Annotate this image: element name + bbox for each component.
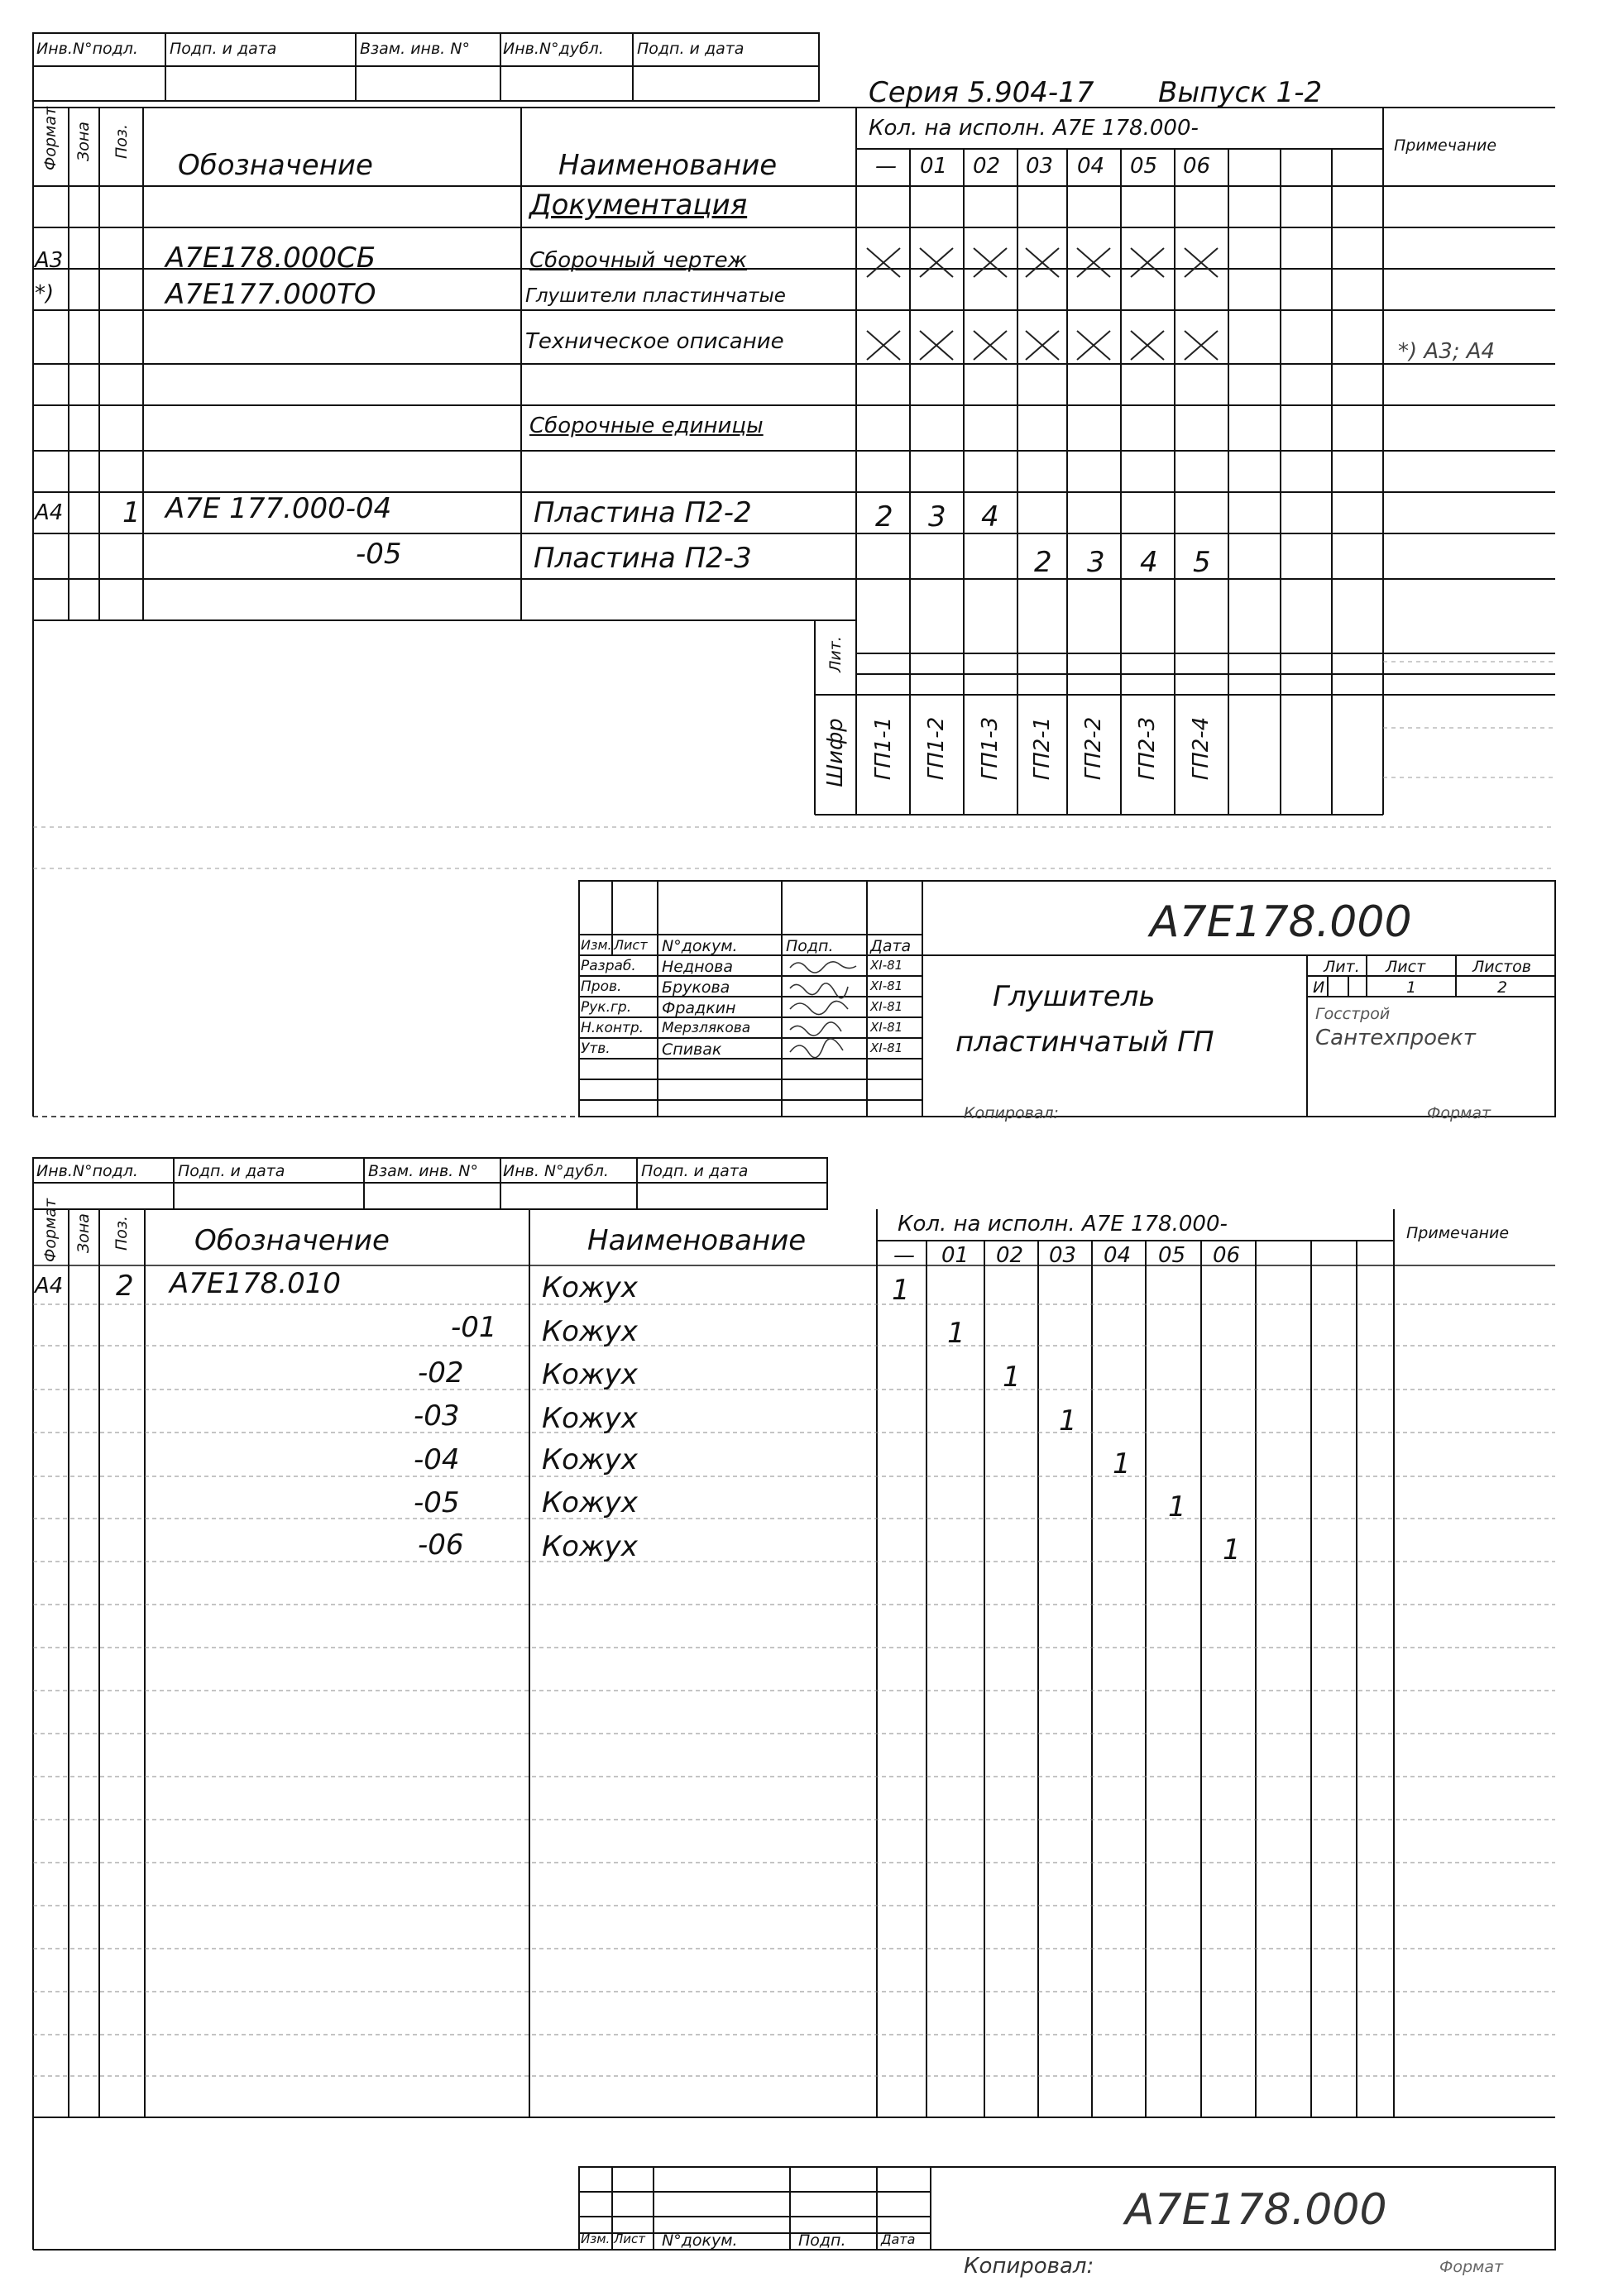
variant-2: 02 [973, 154, 1001, 179]
row-name: Кожух [542, 1358, 638, 1391]
format-label: Формат [1427, 1104, 1491, 1122]
row-format: А4 [35, 1274, 64, 1299]
variant-4: 04 [1104, 1243, 1132, 1268]
row-name: Сборочный чертеж [529, 248, 747, 273]
stamp-inv-orig: Инв.N°подл. [36, 1162, 138, 1180]
row-qty: 1 [892, 1274, 910, 1307]
row-section-assemblies: Сборочные единицы [529, 414, 764, 438]
variant-0: — [893, 1243, 915, 1268]
stamp-sign-date: Подп. и дата [178, 1162, 285, 1180]
tb-role: Рук.гр. [581, 999, 632, 1016]
stamp-sign-date-2: Подп. и дата [637, 40, 745, 58]
tb-date: XI-81 [870, 1040, 903, 1055]
row-name: Пластина П2-2 [534, 496, 752, 529]
copied-label: Копировал: [964, 2254, 1094, 2279]
variant-6: 06 [1183, 154, 1211, 179]
variant-2: 02 [996, 1243, 1024, 1268]
header-format: Формат [41, 106, 60, 170]
row-qty: 5 [1193, 546, 1211, 579]
header-note: Примечание [1406, 1224, 1510, 1242]
row-qty: 1 [1168, 1490, 1186, 1523]
tb-person: Брукова [662, 978, 730, 997]
sheet-2 [0, 1141, 1604, 2296]
row-qty: 3 [1087, 546, 1105, 579]
tb-head-sheet: Лист [614, 2231, 646, 2246]
row-name: Кожух [542, 1530, 638, 1563]
row-designation: -06 [418, 1528, 464, 1562]
tb-org-1: Госстрой [1315, 1005, 1391, 1023]
cipher-value: ГП2-1 [1030, 716, 1055, 781]
variant-1: 01 [920, 154, 948, 179]
row-qty: 3 [928, 500, 946, 533]
tb-date: XI-81 [870, 978, 903, 993]
row-qty: 1 [947, 1317, 965, 1350]
header-name: Наименование [587, 1224, 807, 1257]
row-qty: 2 [875, 500, 893, 533]
variant-4: 04 [1077, 154, 1105, 179]
row-note: *) А3; А4 [1398, 339, 1496, 364]
tb-date: XI-81 [870, 999, 903, 1014]
row-format: А4 [35, 500, 64, 525]
cipher-value: ГП2-4 [1189, 716, 1214, 781]
tb-role: Н.контр. [581, 1020, 644, 1036]
cipher-value: ГП2-3 [1135, 716, 1160, 781]
tb-title-line2: пластинчатый ГП [955, 1026, 1214, 1059]
header-designation: Обозначение [178, 149, 373, 182]
copied-label: Копировал: [964, 1104, 1059, 1122]
header-designation: Обозначение [194, 1224, 390, 1257]
cipher-label: Шифр [823, 718, 848, 787]
row-format: *) [35, 281, 55, 306]
sheet-2-grid [0, 1141, 1604, 2296]
tb-title-line1: Глушитель [993, 980, 1156, 1013]
row-designation: -04 [414, 1443, 460, 1476]
tb-lit-value: И [1313, 978, 1325, 997]
header-pos: Поз. [113, 1215, 131, 1251]
stamp-replace-inv: Взам. инв. N° [368, 1162, 478, 1180]
row-qty: 1 [1113, 1447, 1131, 1480]
cipher-value: ГП1-2 [924, 716, 949, 781]
row-designation: -05 [414, 1486, 460, 1519]
row-pos: 2 [116, 1270, 134, 1303]
row-designation: А7Е178.010 [170, 1267, 341, 1300]
header-name: Наименование [558, 149, 778, 182]
stamp-inv-dup: Инв. N°дубл. [503, 1162, 609, 1180]
header-note: Примечание [1394, 136, 1497, 155]
row-name: Кожух [542, 1402, 638, 1435]
row-designation: -05 [356, 538, 402, 571]
row-designation: А7Е177.000ТО [165, 278, 376, 311]
row-qty: 1 [1003, 1361, 1021, 1394]
tb-head-sign: Подп. [798, 2231, 846, 2250]
row-format: А3 [35, 248, 64, 273]
tb-head-change: Изм. [581, 2231, 610, 2246]
variant-1: 01 [941, 1243, 970, 1268]
tb-sheet-label: Лист [1386, 958, 1426, 976]
header-qty: Кол. на исполн. А7Е 178.000- [898, 1212, 1228, 1236]
variant-5: 05 [1130, 154, 1158, 179]
tb-lit-label: Лит. [1324, 958, 1360, 976]
tb-person: Спивак [662, 1040, 722, 1059]
tb-head-date: Дата [881, 2231, 916, 2247]
variant-6: 06 [1213, 1243, 1241, 1268]
row-name: Кожух [542, 1443, 638, 1476]
stamp-inv-dup: Инв.N°дубл. [503, 40, 604, 58]
tb-person: Фрадкин [662, 999, 736, 1017]
header-format: Формат [41, 1198, 60, 1262]
tb-sheet-value: 1 [1406, 978, 1417, 997]
variant-5: 05 [1158, 1243, 1186, 1268]
tb-head-docnum: N°докум. [662, 2231, 738, 2250]
lit-label: Лит. [826, 636, 845, 672]
header-zone: Зона [74, 122, 93, 161]
row-designation: -01 [451, 1311, 497, 1344]
row-qty: 2 [1034, 546, 1052, 579]
format-label: Формат [1439, 2258, 1504, 2276]
stamp-sign-date-2: Подп. и дата [641, 1162, 749, 1180]
tb-role: Пров. [581, 978, 622, 995]
row-designation: А7Е 177.000-04 [165, 492, 392, 525]
variant-0: — [875, 154, 897, 179]
doc-code: А7Е178.000 [1125, 2185, 1387, 2235]
variant-3: 03 [1026, 154, 1054, 179]
row-qty: 4 [1140, 546, 1158, 579]
variant-3: 03 [1049, 1243, 1077, 1268]
stamp-sign-date: Подп. и дата [170, 40, 277, 58]
header-zone: Зона [74, 1213, 93, 1253]
tb-sheets-label: Листов [1472, 958, 1531, 976]
tb-head-docnum: N°докум. [662, 937, 738, 955]
tb-org-2: Сантехпроект [1315, 1026, 1476, 1050]
tb-head-change: Изм. [581, 937, 612, 953]
issue-label: Выпуск 1-2 [1158, 76, 1323, 109]
row-qty: 1 [1059, 1404, 1077, 1437]
row-name: Пластина П2-3 [534, 542, 752, 575]
cipher-value: ГП2-2 [1081, 716, 1106, 781]
tb-person: Неднова [662, 958, 734, 976]
tb-date: XI-81 [870, 958, 903, 973]
row-name: Глушители пластинчатые [525, 285, 786, 307]
row-designation: А7Е178.000СБ [165, 242, 376, 275]
stamp-replace-inv: Взам. инв. N° [360, 40, 470, 58]
row-designation: -03 [414, 1399, 460, 1433]
row-name: Кожух [542, 1271, 638, 1304]
row-designation: -02 [418, 1356, 464, 1390]
row-qty: 1 [1223, 1533, 1241, 1567]
cipher-value: ГП1-1 [871, 716, 896, 781]
sheet-1 [0, 0, 1604, 1133]
row-name: Техническое описание [525, 329, 784, 354]
tb-sheets-value: 2 [1497, 978, 1508, 997]
row-qty: 4 [981, 500, 999, 533]
cipher-value: ГП1-3 [978, 716, 1003, 781]
row-pos: 1 [122, 496, 141, 529]
tb-head-sheet: Лист [614, 937, 648, 953]
row-documentation: Документация [529, 189, 748, 222]
row-name: Кожух [542, 1315, 638, 1348]
series-label: Серия 5.904-17 [869, 76, 1094, 109]
tb-head-date: Дата [870, 937, 912, 955]
row-name: Кожух [542, 1486, 638, 1519]
header-pos: Поз. [113, 123, 131, 160]
tb-head-sign: Подп. [786, 937, 834, 955]
tb-role: Утв. [581, 1040, 610, 1057]
header-qty: Кол. на исполн. А7Е 178.000- [869, 116, 1199, 141]
stamp-inv-orig: Инв.N°подл. [36, 40, 138, 58]
tb-date: XI-81 [870, 1020, 903, 1035]
tb-role: Разраб. [581, 958, 636, 974]
doc-code: А7Е178.000 [1150, 897, 1412, 947]
tb-person: Мерзлякова [662, 1020, 751, 1036]
